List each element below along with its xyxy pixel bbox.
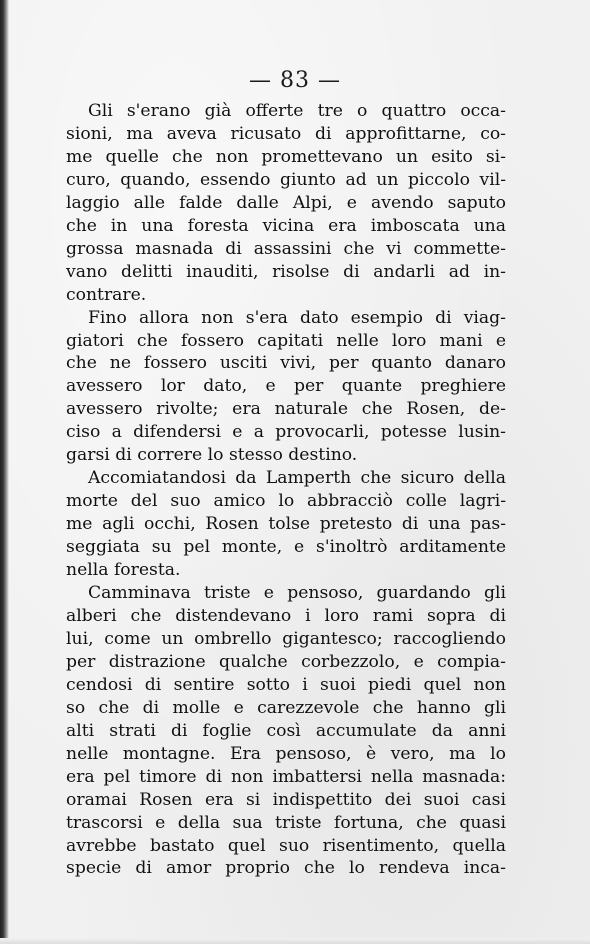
text-line: alberi che distendevano i loro rami sopra di	[66, 605, 506, 626]
paragraph	[66, 100, 506, 307]
text-line: che in una foresta vicina era imboscata una	[66, 215, 506, 236]
text-line: avrebbe bastato quel suo risentimento, quella	[66, 835, 506, 856]
text-line: contrare.	[66, 284, 147, 305]
text-line: seggiata su pel monte, e s'inoltrò arditamente	[66, 537, 506, 558]
text-line: nelle montagne. Era pensoso, è vero, ma lo	[66, 743, 506, 764]
text-line: giatori che fossero capitati nelle loro mani e	[66, 330, 506, 351]
page-number: — 83 —	[249, 68, 341, 93]
text-line: avessero lor dato, e per quante preghiere	[66, 376, 506, 397]
text-line: specie di amor proprio che lo rendeva inca-	[66, 858, 506, 879]
text-line: avessero rivolte; era naturale che Rosen, de-	[66, 399, 506, 420]
text-line: curo, quando, essendo giunto ad un piccolo vil-	[66, 169, 506, 190]
text-line: ciso a difendersi e a provocarli, potesse lusin-	[66, 422, 506, 443]
body-text	[66, 100, 506, 880]
page-bottom-edge	[0, 938, 590, 944]
text-line: era pel timore di non imbattersi nella masnada:	[66, 766, 506, 787]
text-line: so che di molle e carezzevole che hanno gli	[66, 697, 506, 718]
text-line: laggio alle falde dalle Alpi, e avendo saputo	[66, 192, 506, 213]
text-line: Fino allora non s'era dato esempio di viag-	[88, 307, 506, 328]
text-line: garsi di correre lo stesso destino.	[66, 445, 358, 466]
text-line: morte del suo amico lo abbracciò colle lagri-	[66, 491, 506, 512]
text-line: Accomiatandosi da Lamperth che sicuro della	[88, 468, 506, 489]
text-line: me quelle che non promettevano un esito si-	[66, 146, 506, 167]
paragraph	[66, 307, 506, 468]
text-line: trascorsi e della sua triste fortuna, che quasi	[66, 812, 506, 833]
page-binding-edge	[0, 0, 9, 944]
text-line: grossa masnada di assassini che vi commette-	[66, 238, 506, 259]
text-line: alti strati di foglie così accumulate da anni	[66, 720, 506, 741]
text-line: me agli occhi, Rosen tolse pretesto di una pas-	[66, 514, 506, 535]
text-line: per distrazione qualche corbezzolo, e compia-	[66, 651, 506, 672]
text-line: lui, come un ombrello gigantesco; raccogliendo	[66, 628, 506, 649]
text-line: Camminava triste e pensoso, guardando gli	[88, 583, 506, 604]
text-line: vano delitti inauditi, risolse di andarli ad in-	[66, 261, 506, 282]
text-line: cendosi di sentire sotto i suoi piedi quel non	[66, 674, 506, 695]
paragraph	[66, 467, 506, 582]
text-line: che ne fossero usciti vivi, per quanto danaro	[66, 353, 506, 374]
text-line: nella foresta.	[66, 560, 181, 581]
paragraph	[66, 582, 506, 880]
text-line: Gli s'erano già offerte tre o quattro occa-	[88, 101, 506, 121]
text-line: sioni, ma aveva ricusato di approfittarne, co-	[66, 123, 506, 144]
text-line: oramai Rosen era si indispettito dei suoi casi	[66, 789, 506, 810]
